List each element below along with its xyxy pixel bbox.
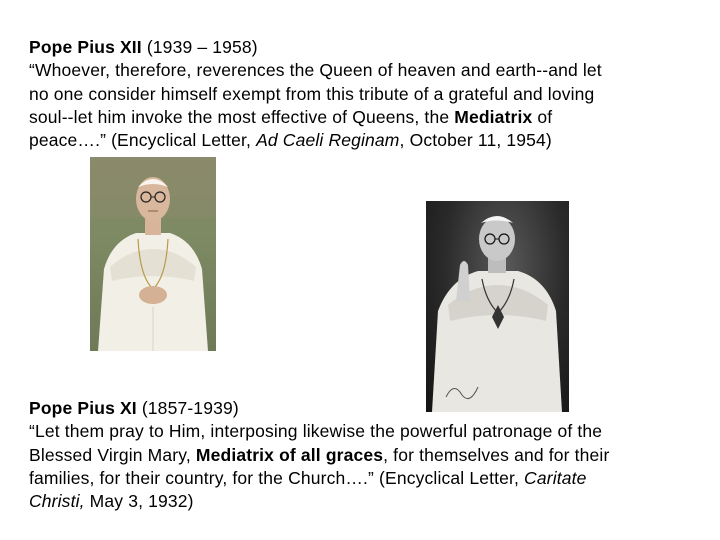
encyclical-title: Caritate (524, 467, 587, 488)
quote-line (29, 490, 709, 513)
quote-line (29, 444, 709, 467)
quote-text: families, for their country, for the Church….” (Encyclical Letter, (29, 467, 525, 488)
pope-dates: (1939 – 1958) (141, 37, 258, 57)
portrait-pius-xi (426, 201, 569, 412)
quote-block-pius-xii (29, 36, 709, 152)
quote-text: May 3, 1932) (84, 491, 194, 512)
quote-line (29, 129, 709, 152)
quote-line: “Let them pray to Him, interposing likewise the powerful patronage of the (29, 421, 603, 442)
quote-line (29, 467, 709, 490)
encyclical-title: Ad Caeli Reginam (256, 130, 400, 151)
heading-line (29, 36, 709, 59)
quote-text: soul--let him invoke the most effective of Queens, the (29, 106, 455, 127)
portrait-pius-xii (90, 157, 216, 351)
quote-block-pius-xi (29, 397, 709, 513)
emphasis-term: Mediatrix (454, 106, 533, 127)
heading-line (29, 397, 709, 420)
quote-text: , for themselves and for their (383, 444, 610, 465)
quote-text: peace….” (Encyclical Letter, (29, 130, 257, 151)
quote-line: no one consider himself exempt from this tribute of a grateful and loving (29, 83, 595, 104)
quote-text: , October 11, 1954) (399, 130, 552, 151)
pope-dates: (1857-1939) (136, 398, 239, 418)
quote-text: of (532, 106, 553, 127)
quote-text: Blessed Virgin Mary, (29, 444, 196, 465)
quote-line: “Whoever, therefore, reverences the Queen of heaven and earth--and let (29, 60, 602, 81)
pope-name: Pope Pius XII (29, 37, 142, 57)
encyclical-title: Christi, (29, 491, 85, 512)
emphasis-term: Mediatrix of all graces (195, 444, 384, 465)
quote-line (29, 106, 709, 129)
pope-name: Pope Pius XI (29, 398, 137, 418)
